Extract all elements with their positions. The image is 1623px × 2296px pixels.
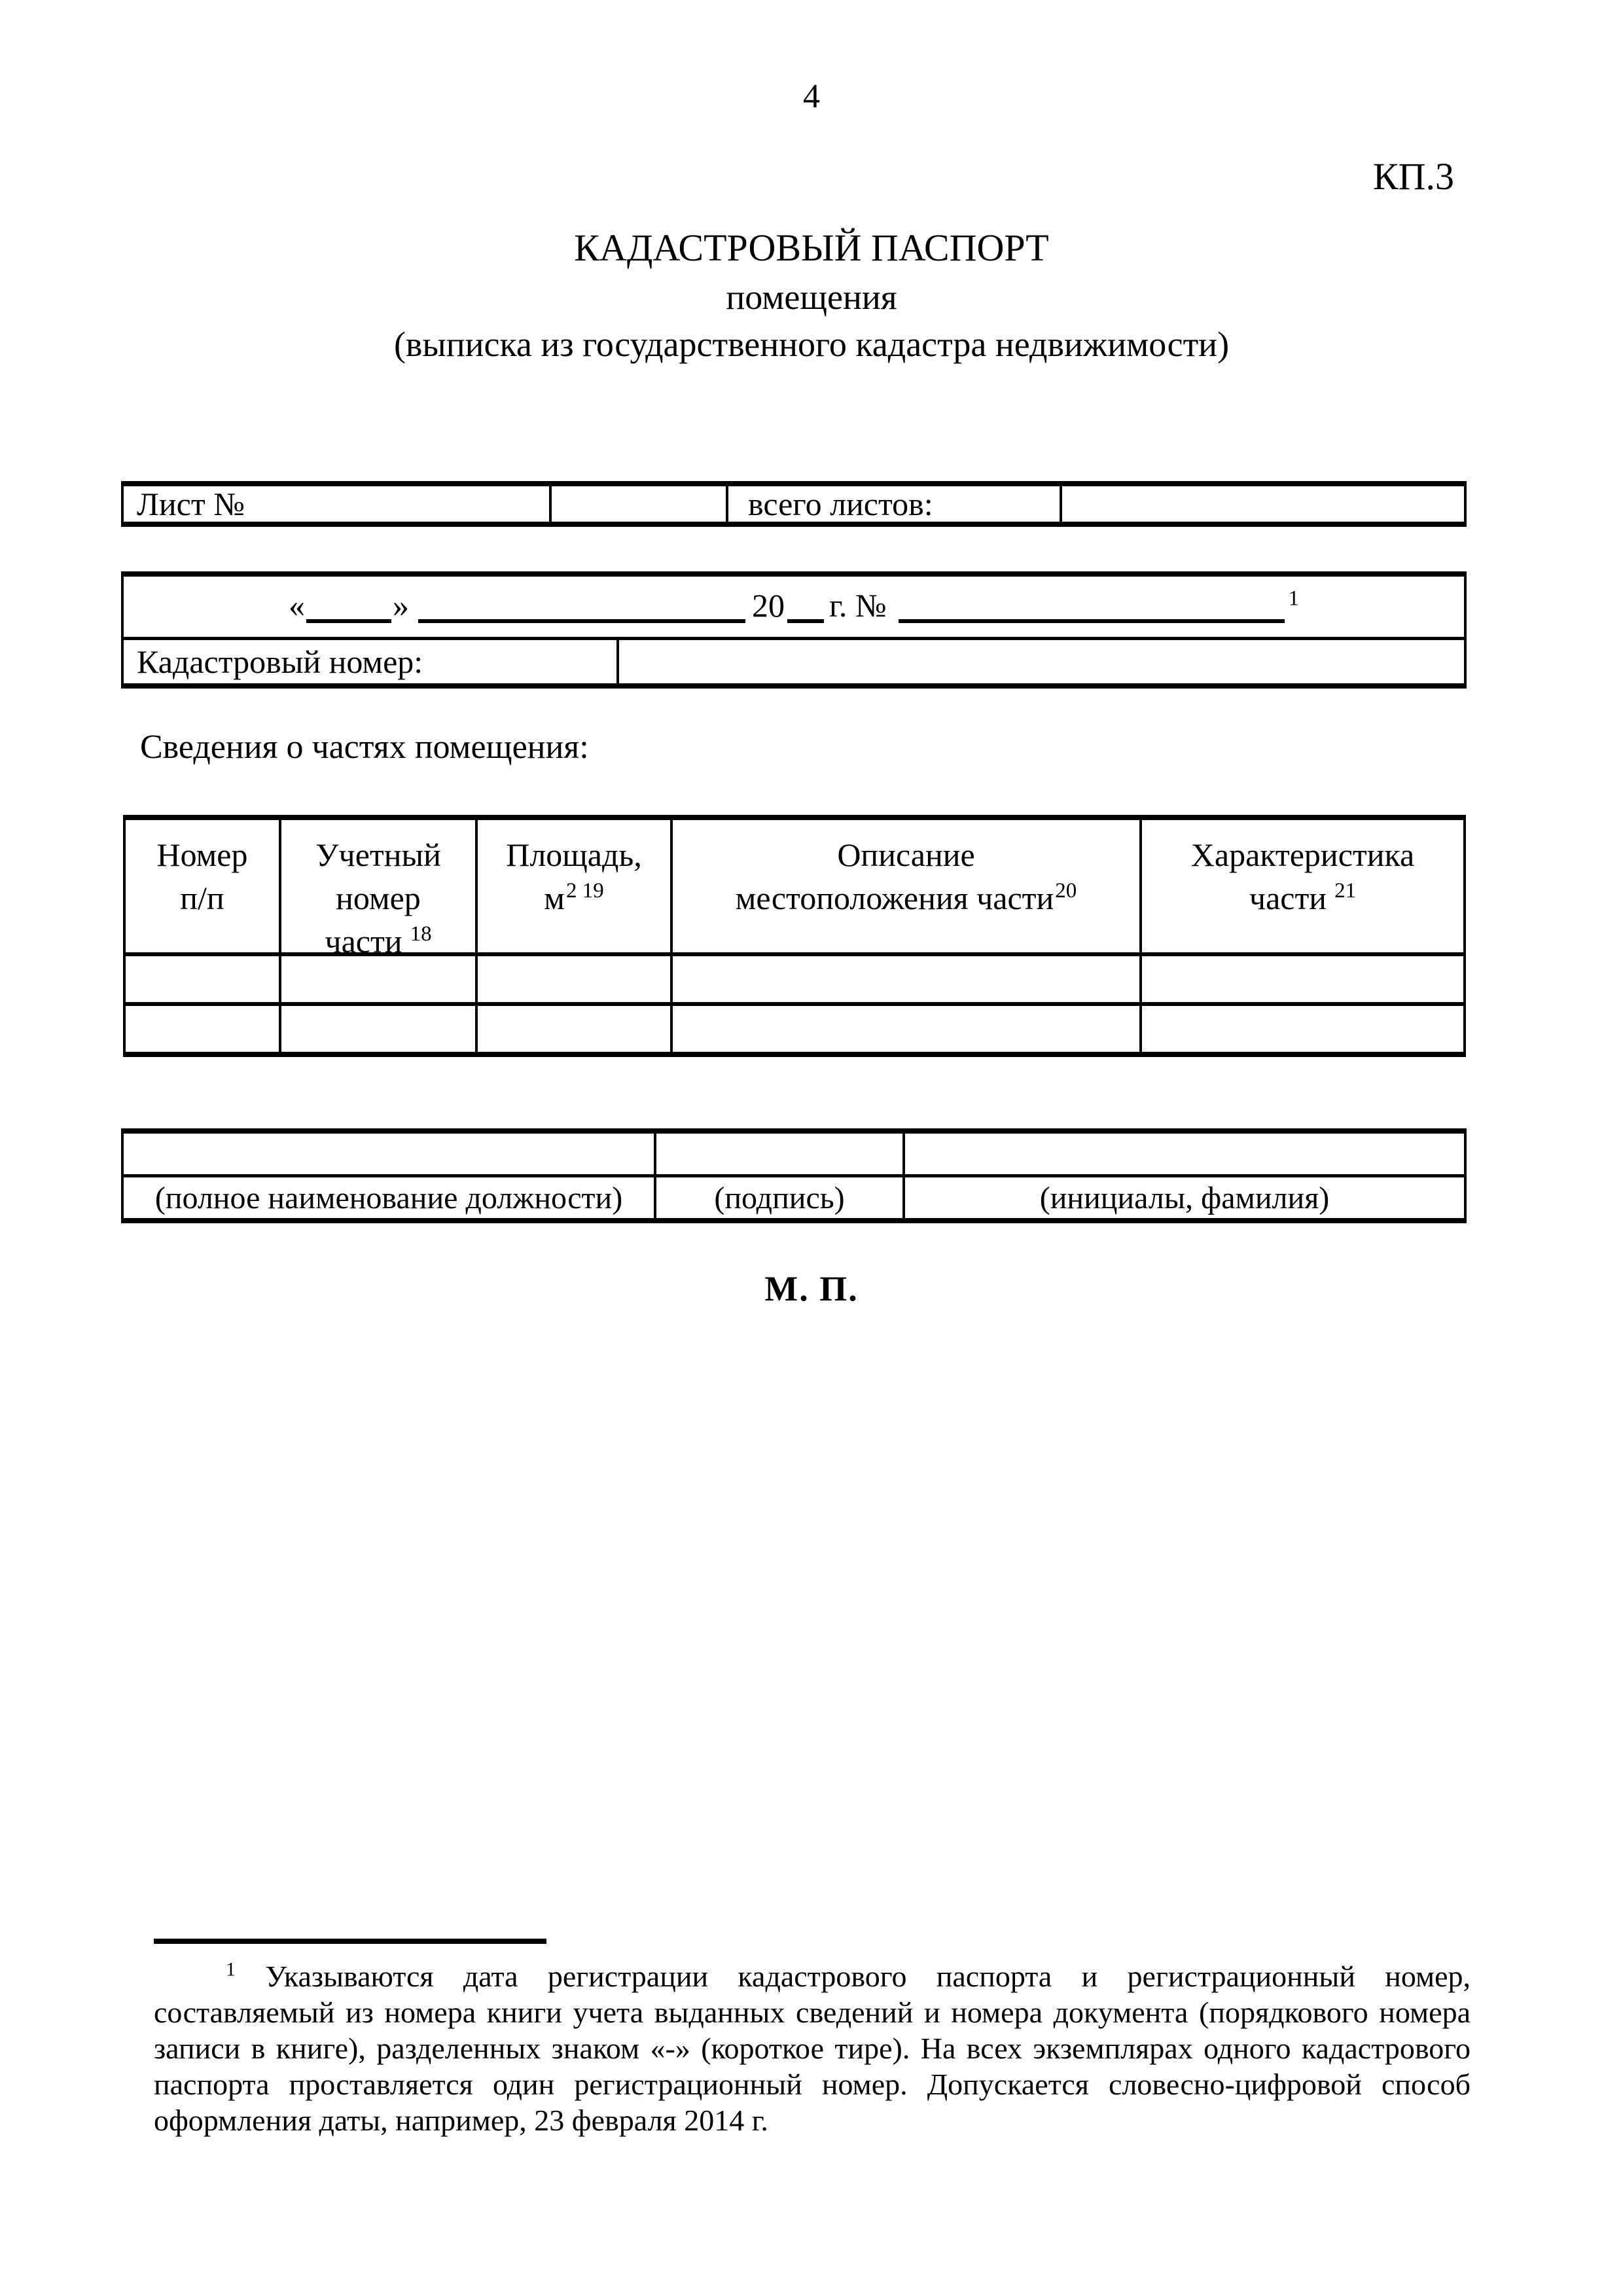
footnote-ref-1-marker: 1 xyxy=(1288,586,1300,611)
signature-input-cell xyxy=(654,1134,902,1174)
form-code: КП.3 xyxy=(1372,155,1454,198)
col-header-account-number xyxy=(279,820,475,960)
signature-table xyxy=(121,1128,1467,1223)
col-header-account-line1: Учетный xyxy=(315,836,441,873)
col-header-area xyxy=(475,820,670,952)
title-main: КАДАСТРОВЫЙ ПАСПОРТ xyxy=(574,226,1049,269)
title-subtitle: (выписка из государственного кадастра недвижимости) xyxy=(393,325,1230,364)
position-input-cell xyxy=(124,1134,654,1174)
parts-table xyxy=(123,815,1466,1057)
initials-input-cell xyxy=(902,1134,1464,1174)
table-cell-empty xyxy=(670,956,1139,1002)
document-title xyxy=(0,223,1623,368)
col-header-area-line1: Площадь, xyxy=(506,836,642,873)
footnote-ref-1-text: 1 xyxy=(226,1958,236,1981)
footnote-ref-20: 20 xyxy=(1055,879,1077,903)
cadastral-number-label-cell xyxy=(124,640,619,683)
date-day-blank xyxy=(306,619,391,623)
parts-section-heading: Сведения о частях помещения: xyxy=(140,728,589,766)
initials-label-cell xyxy=(902,1177,1464,1218)
total-sheets-label-cell xyxy=(726,486,1060,522)
registration-table xyxy=(121,571,1467,689)
parts-table-empty-row xyxy=(126,952,1463,1002)
footnote-ref-19: 2 19 xyxy=(565,879,604,903)
footnote-ref-18: 18 xyxy=(410,922,432,946)
col-header-characteristic-word: части xyxy=(1249,880,1327,916)
table-cell-empty xyxy=(279,1006,475,1052)
footnote-separator xyxy=(154,1939,546,1944)
signature-label-cell xyxy=(654,1177,902,1218)
parts-table-empty-row xyxy=(126,1002,1463,1052)
col-header-characteristic-line1: Характеристика xyxy=(1190,836,1415,873)
cadastral-number-value-cell xyxy=(619,640,1464,683)
cadastral-number-row xyxy=(124,637,1464,683)
initials-label: (инициалы, фамилия) xyxy=(1039,1180,1330,1215)
table-cell-empty xyxy=(475,956,670,1002)
footnote-block xyxy=(154,1939,1471,2138)
table-cell-empty xyxy=(126,1006,279,1052)
col-header-location xyxy=(670,820,1139,952)
sheet-number-value-cell xyxy=(549,486,726,522)
year-blank xyxy=(787,619,824,623)
table-cell-empty xyxy=(670,1006,1139,1052)
year-suffix: г. № xyxy=(829,587,887,624)
table-cell-empty xyxy=(1139,956,1463,1002)
col-header-area-unit: м xyxy=(544,880,565,916)
footnote-ref-21: 21 xyxy=(1334,879,1357,903)
col-header-number-line2: п/п xyxy=(180,880,224,916)
table-cell-empty xyxy=(279,956,475,1002)
signature-label-row xyxy=(124,1174,1464,1218)
footnote-body: Указываются дата регистрации кадастрового паспорта и регистрационный номер, составляемый из номера книги учета выданных сведений и номера документа (порядкового номера записи в книге), разделенных знаком «-» (короткое тире). На всех экземплярах одного кадастрового паспорта проставляется один регистрационный номер. Допускается словесно-цифровой способ оформления даты, например, 23 февраля 2014 г. xyxy=(154,1960,1471,2137)
page-number: 4 xyxy=(803,78,820,115)
table-cell-empty xyxy=(475,1006,670,1052)
sheet-number-label: Лист № xyxy=(137,486,245,522)
total-sheets-value-cell xyxy=(1060,486,1464,522)
sheet-table xyxy=(121,481,1467,527)
stamp-placeholder: М. П. xyxy=(764,1269,859,1308)
registration-number-blank xyxy=(899,619,1285,623)
signature-input-row xyxy=(124,1134,1464,1174)
col-header-location-word: местоположения части xyxy=(735,880,1054,916)
col-header-account-word: части xyxy=(325,923,402,960)
sheet-number-label-cell xyxy=(124,486,549,522)
date-open-quote: « xyxy=(288,587,305,624)
col-header-location-line1: Описание xyxy=(837,836,975,873)
col-header-area-line2 xyxy=(478,876,670,920)
position-label: (полное наименование должности) xyxy=(154,1180,623,1215)
col-header-number xyxy=(126,820,279,952)
cadastral-number-label: Кадастровый номер: xyxy=(137,643,423,680)
title-object: помещения xyxy=(726,278,897,317)
table-cell-empty xyxy=(1139,1006,1463,1052)
parts-table-header-row xyxy=(126,820,1463,960)
signature-label: (подпись) xyxy=(714,1180,845,1215)
table-cell-empty xyxy=(126,956,279,1002)
date-month-blank xyxy=(418,619,745,623)
total-sheets-label: всего листов: xyxy=(748,486,933,522)
year-century: 20 xyxy=(751,587,785,624)
col-header-location-line2 xyxy=(673,876,1139,920)
footnote-text xyxy=(154,1958,1471,2138)
position-label-cell xyxy=(124,1177,654,1218)
col-header-account-line2: номер xyxy=(336,880,421,916)
col-header-number-line1: Номер xyxy=(156,836,248,873)
registration-date-row xyxy=(124,577,1464,637)
col-header-characteristic xyxy=(1139,820,1463,952)
date-close-quote: » xyxy=(392,587,409,624)
col-header-characteristic-line2 xyxy=(1142,876,1463,920)
